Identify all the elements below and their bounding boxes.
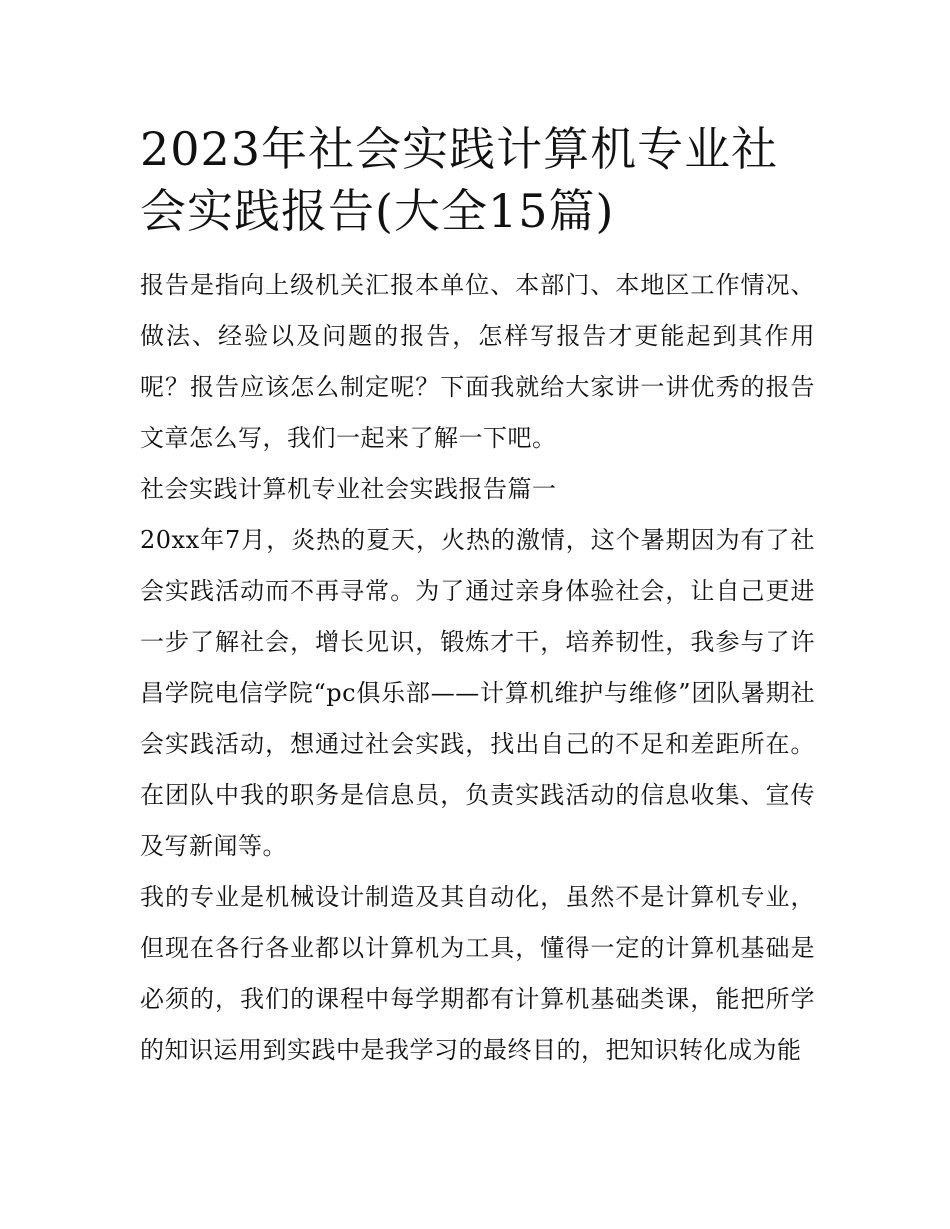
paragraph-intro: 报告是指向上级机关汇报本单位、本部门、本地区工作情况、做法、经验以及问题的报告，怎样写报告才更能起到其作用呢？报告应该怎么制定呢？下面我就给大家讲一讲优秀的报告文章怎么写，我们一起来了解一下吧。 [140,271,815,452]
section-heading: 社会实践计算机专业社会实践报告篇一 [140,475,557,503]
paragraph-major: 我的专业是机械设计制造及其自动化，虽然不是计算机专业，但现在各行各业都以计算机为工具，懂得一定的计算机基础是必须的，我们的课程中每学期都有计算机基础类课，能把所学的知识运用到实践中是我学习的最终目的，把知识转化成为能 [140,883,815,1064]
document-title: 2023年社会实践计算机专业社会实践报告(大全15篇) [140,122,779,238]
document-body [140,260,820,1076]
document-content [140,118,820,1076]
paragraph-practice: 20xx年7月，炎热的夏天，火热的激情，这个暑期因为有了社会实践活动而不再寻常。为了通过亲身体验社会，让自己更进一步了解社会，增长见识，锻炼才干，培养韧性，我参与了许昌学院电信学院“pc俱乐部——计算机维护与维修”团队暑期社会实践活动，想通过社会实践，找出自己的不足和差距所在。在团队中我的职务是信息员，负责实践活动的信息收集、宣传及写新闻等。 [140,526,815,860]
